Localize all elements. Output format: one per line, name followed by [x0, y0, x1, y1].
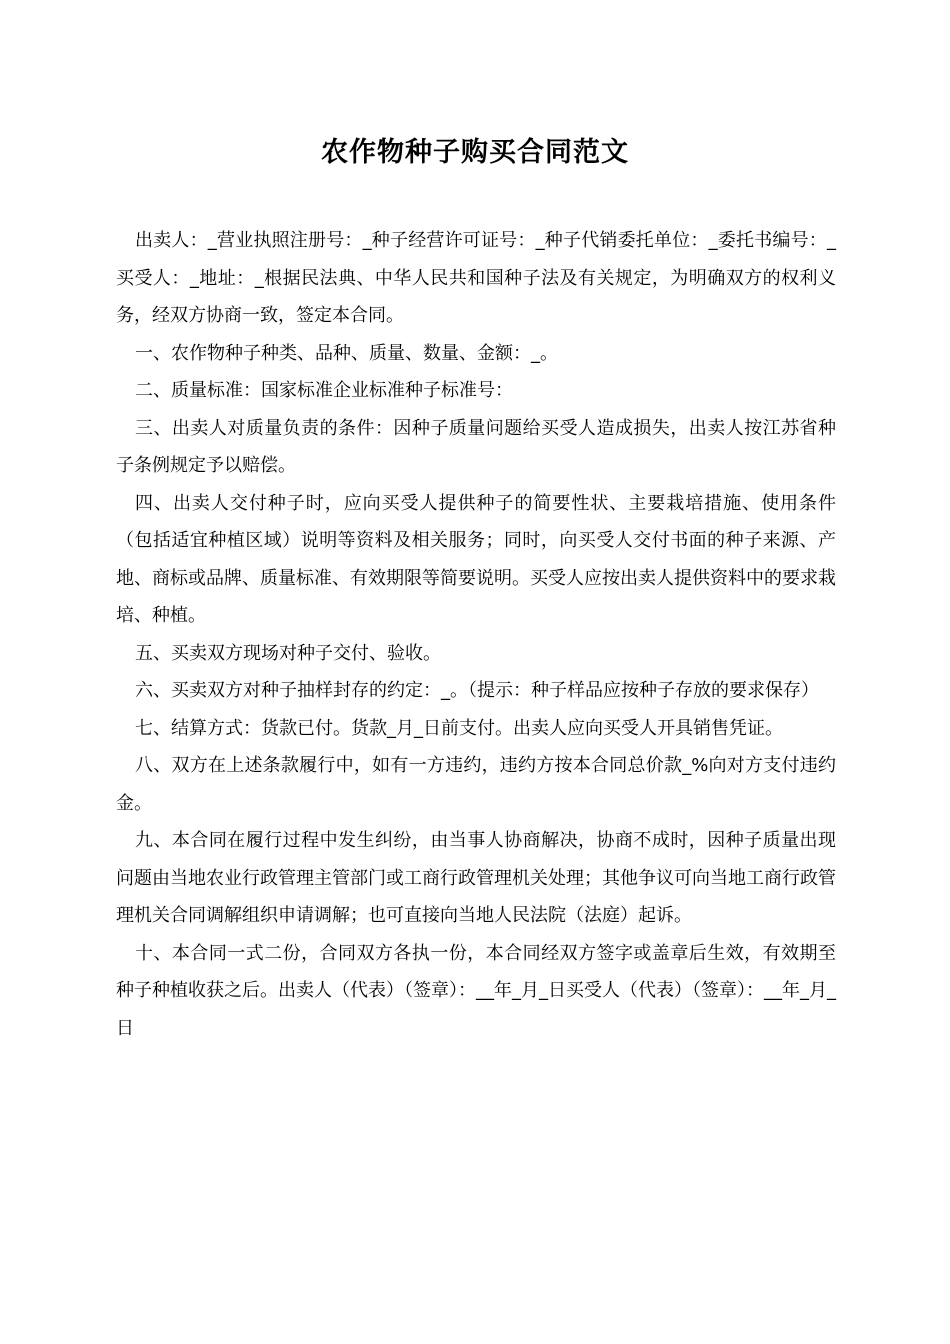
paragraph-clause-10: 十、本合同一式二份，合同双方各执一份，本合同经双方签字或盖章后生效，有效期至种子种植收获之后。出卖人（代表）（签章）：__年_月_日买受人（代表）（签章）：__年_月_日 — [116, 942, 836, 1039]
document-body — [116, 222, 836, 1047]
paragraph-clause-6: 六、买卖双方对种子抽样封存的约定：_。（提示：种子样品应按种子存放的要求保存） — [135, 680, 819, 701]
paragraph-clause-9: 九、本合同在履行过程中发生纠纷，由当事人协商解决，协商不成时，因种子质量出现问题由当地农业行政管理主管部门或工商行政管理机关处理；其他争议可向当地工商行政管理机关合同调解组织申请调解；也可直接向当地人民法院（法庭）起诉。 — [116, 830, 836, 926]
paragraph-preamble: 出卖人：_营业执照注册号：_种子经营许可证号：_种子代销委托单位：_委托书编号：_买受人：_地址：_根据民法典、中华人民共和国种子法及有关规定，为明确双方的权利义务，经双方协商一致，签定本合同。 — [116, 230, 836, 326]
paragraph-clause-5: 五、买卖双方现场对种子交付、验收。 — [135, 642, 441, 664]
paragraph-clause-3: 三、出卖人对质量负责的条件：因种子质量问题给买受人造成损失，出卖人按江苏省种子条例规定予以赔偿。 — [116, 417, 836, 476]
document-title: 农作物种子购买合同范文 — [321, 137, 629, 168]
paragraph-clause-7: 七、结算方式：货款已付。货款_月_日前支付。出卖人应向买受人开具销售凭证。 — [135, 717, 783, 739]
paragraph-clause-1: 一、农作物种子种类、品种、质量、数量、金额：_。 — [135, 342, 558, 364]
paragraph-clause-2: 二、质量标准：国家标准企业标准种子标准号： — [135, 380, 513, 401]
paragraph-clause-4: 四、出卖人交付种子时，应向买受人提供种子的简要性状、主要栽培措施、使用条件（包括适宜种植区域）说明等资料及相关服务；同时，向买受人交付书面的种子来源、产地、商标或品牌、质量标准、有效期限等简要说明。买受人应按出卖人提供资料中的要求栽培、种植。 — [116, 492, 836, 626]
paragraph-clause-8: 八、双方在上述条款履行中，如有一方违约，违约方按本合同总价款_%向对方支付违约金。 — [116, 755, 836, 814]
